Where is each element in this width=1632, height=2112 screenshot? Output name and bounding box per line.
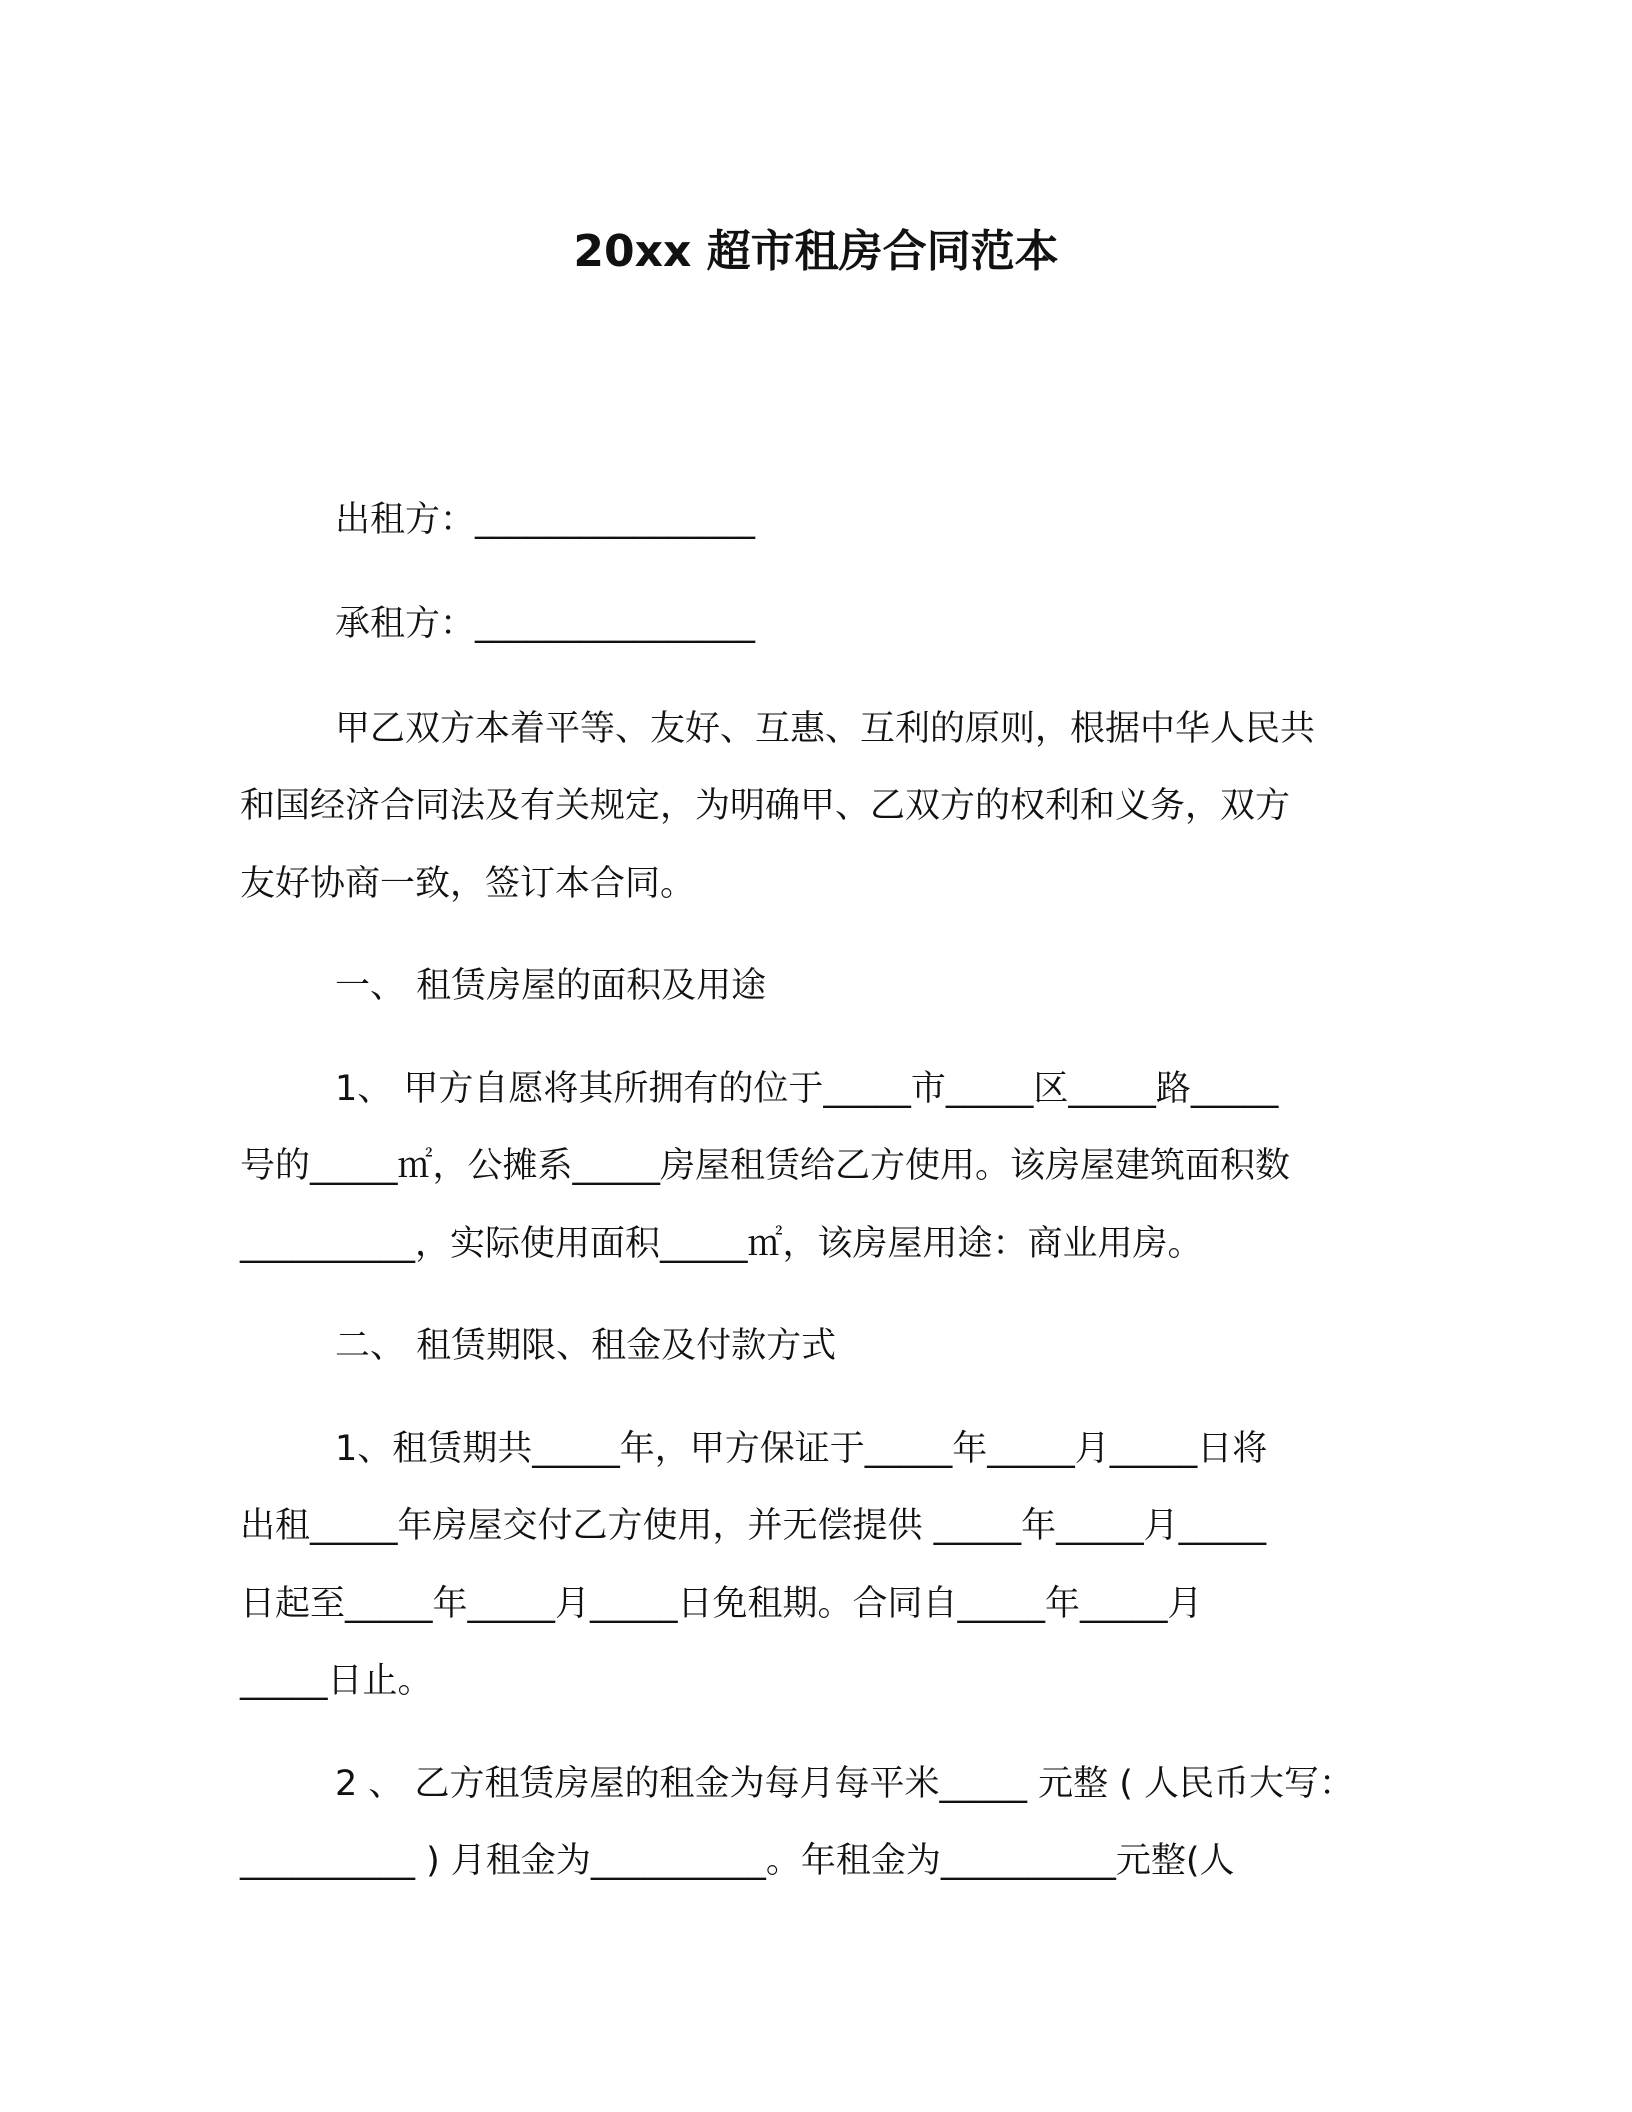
- preamble-line-3: 友好协商一致，签订本合同。: [240, 864, 696, 904]
- clause-1-1-line-2: 号的_____㎡，公摊系_____房屋租赁给乙方使用。该房屋建筑面积数: [240, 1146, 1291, 1186]
- section-heading-1: 一、 租赁房屋的面积及用途: [335, 966, 767, 1006]
- clause-2-1-line-2: 出租_____年房屋交付乙方使用，并无偿提供 _____年_____月_____: [240, 1506, 1267, 1546]
- document-title: 20xx 超市租房合同范本: [573, 226, 1059, 277]
- clause-2-1-line-1: 1、租赁期共_____年，甲方保证于_____年_____月_____日将: [335, 1429, 1268, 1469]
- clause-2-2-line-1: 2 、 乙方租赁房屋的租金为每月每平米_____ 元整 ( 人民币大写：: [335, 1764, 1355, 1804]
- clause-2-1-line-3: 日起至_____年_____月_____日免租期。合同自_____年_____月: [240, 1584, 1203, 1624]
- clause-1-1-line-1: 1、 甲方自愿将其所拥有的位于_____市_____区_____路_____: [335, 1069, 1279, 1109]
- lessor-line: 出租方：________________: [335, 500, 756, 540]
- preamble-line-2: 和国经济合同法及有关规定，为明确甲、乙双方的权利和义务，双方: [240, 786, 1291, 826]
- clause-1-1-line-3: __________，实际使用面积_____㎡，该房屋用途：商业用房。: [240, 1224, 1203, 1264]
- clause-2-1-line-4: _____日止。: [240, 1661, 433, 1701]
- clause-2-2-line-2: __________ ) 月租金为__________。年租金为__________元整(人: [240, 1841, 1235, 1881]
- preamble-line-1: 甲乙双方本着平等、友好、互惠、互利的原则，根据中华人民共: [335, 709, 1316, 749]
- lessee-line: 承租方：________________: [335, 604, 756, 644]
- section-heading-2: 二、 租赁期限、租金及付款方式: [335, 1326, 837, 1366]
